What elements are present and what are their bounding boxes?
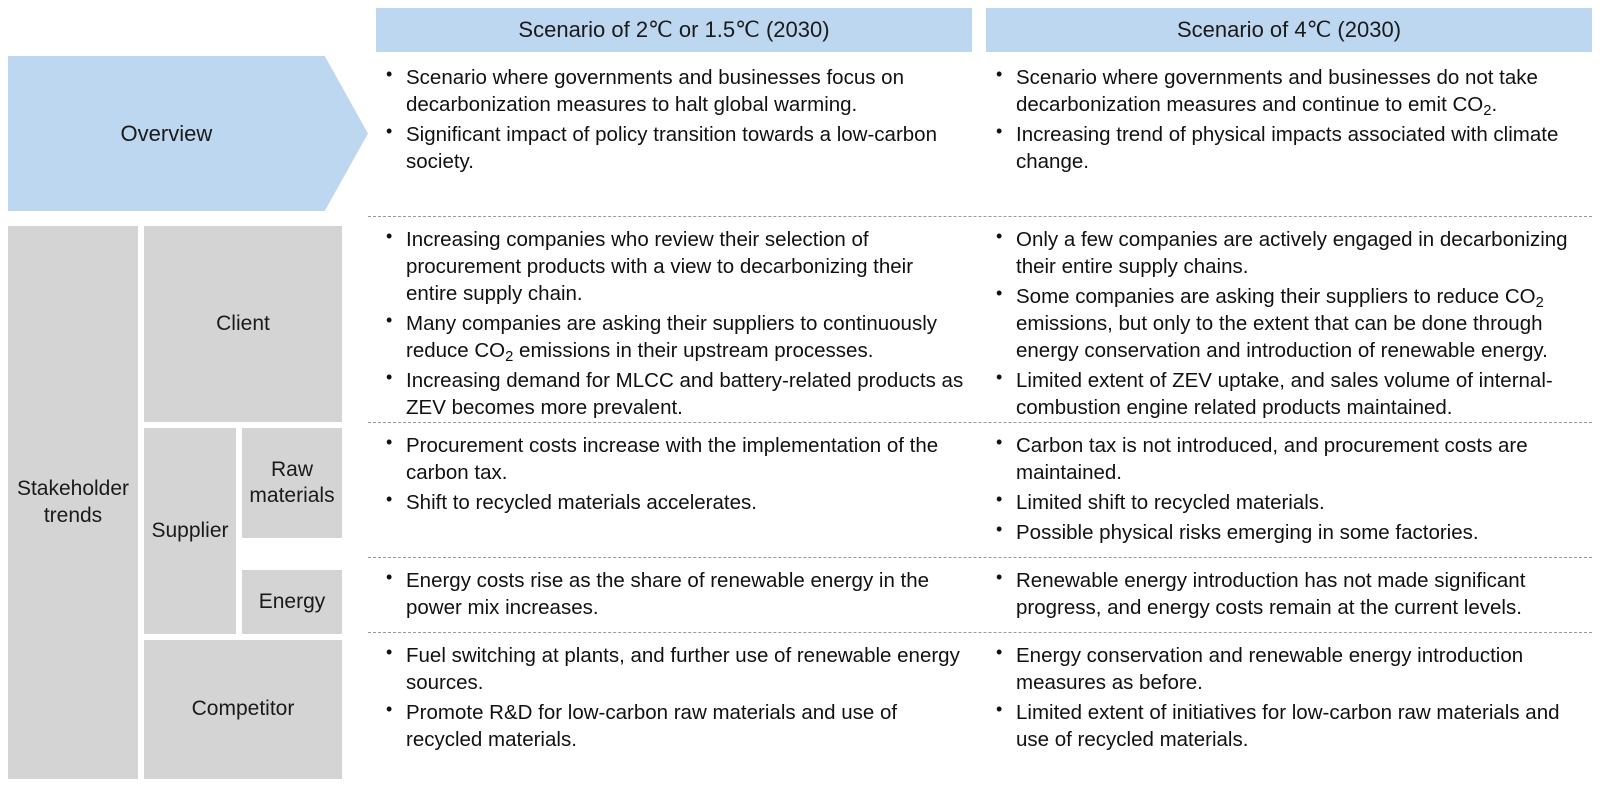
bullet-item: • Fuel switching at plants, and further use of renewable energy sources. — [382, 642, 964, 696]
stakeholder-energy-label: Energy — [242, 570, 342, 634]
bullet-item: • Promote R&D for low-carbon raw materials and use of recycled materials. — [382, 699, 964, 753]
overview-arrow-block — [8, 56, 368, 211]
row-separator — [368, 632, 1592, 633]
row-separator — [368, 557, 1592, 558]
bullet-list — [382, 432, 964, 516]
cell-competitor-4c — [978, 634, 1592, 779]
bullet-item: • Limited extent of initiatives for low-carbon raw materials and use of recycled materials. — [992, 699, 1578, 753]
stakeholder-client-label: Client — [144, 226, 342, 422]
bullet-item: • Renewable energy introduction has not made significant progress, and energy costs remain at the current levels. — [992, 567, 1578, 621]
bullet-item: • Energy costs rise as the share of renewable energy in the power mix increases. — [382, 567, 964, 621]
bullet-item: • Limited shift to recycled materials. — [992, 489, 1578, 516]
bullet-item: • Only a few companies are actively engaged in decarbonizing their entire supply chains. — [992, 226, 1578, 280]
column-header-scenario-2c: Scenario of 2℃ or 1.5℃ (2030) — [376, 8, 972, 52]
row-supplier-raw-materials — [368, 424, 1592, 559]
row-supplier-energy — [368, 559, 1592, 634]
bullet-item: • Shift to recycled materials accelerates. — [382, 489, 964, 516]
bullet-list — [992, 432, 1578, 546]
bullet-list — [382, 567, 964, 621]
bullet-list — [992, 567, 1578, 621]
stakeholder-raw-materials-label: Raw materials — [242, 428, 342, 538]
bullet-item: • Procurement costs increase with the implementation of the carbon tax. — [382, 432, 964, 486]
bullet-item: • Increasing companies who review their selection of procurement products with a view to decarbonizing their entire supply chain. — [382, 226, 964, 307]
bullet-list — [382, 642, 964, 753]
row-overview — [368, 56, 1592, 212]
cell-supplier-raw-4c — [978, 424, 1592, 559]
overview-label: Overview — [120, 120, 213, 146]
cell-supplier-energy-4c — [978, 559, 1592, 634]
cell-competitor-2c — [368, 634, 978, 779]
bullet-item: • Carbon tax is not introduced, and procurement costs are maintained. — [992, 432, 1578, 486]
stakeholder-supplier-label: Supplier — [144, 428, 236, 634]
row-separator — [368, 422, 1592, 423]
row-competitor — [368, 634, 1592, 779]
bullet-item: • Limited extent of ZEV uptake, and sales volume of internal-combustion engine related products maintained. — [992, 367, 1578, 421]
cell-supplier-raw-2c — [368, 424, 978, 559]
bullet-item: • Increasing demand for MLCC and battery-related products as ZEV becomes more prevalent. — [382, 367, 964, 421]
bullet-item: • Increasing trend of physical impacts associated with climate change. — [992, 121, 1578, 175]
bullet-list — [992, 642, 1578, 753]
cell-client-4c — [978, 218, 1592, 424]
bullet-item: • Scenario where governments and businesses focus on decarbonization measures to halt global warming. — [382, 64, 964, 118]
row-separator — [368, 216, 1592, 217]
stakeholder-trends-label: Stakeholder trends — [8, 226, 138, 779]
cell-client-2c — [368, 218, 978, 424]
bullet-item: • Many companies are asking their suppliers to continuously reduce $CO_2$ emissions in their upstream processes. — [382, 310, 964, 364]
bullet-list — [992, 226, 1578, 421]
cell-overview-4c — [978, 56, 1592, 212]
bullet-item: • Some companies are asking their suppliers to reduce $CO_2$ emissions, but only to the extent that can be done through energy conservation and introduction of renewable energy. — [992, 283, 1578, 364]
bullet-list — [382, 226, 964, 421]
bullet-item: • Significant impact of policy transition towards a low-carbon society. — [382, 121, 964, 175]
cell-supplier-energy-2c — [368, 559, 978, 634]
bullet-list — [992, 64, 1578, 175]
row-client — [368, 218, 1592, 424]
bullet-item: • Possible physical risks emerging in some factories. — [992, 519, 1578, 546]
column-header-scenario-4c: Scenario of 4℃ (2030) — [986, 8, 1592, 52]
stakeholder-competitor-label: Competitor — [144, 640, 342, 779]
bullet-list — [382, 64, 964, 175]
bullet-item: • Scenario where governments and businesses do not take decarbonization measures and continue to emit $CO_2$. — [992, 64, 1578, 118]
bullet-item: • Energy conservation and renewable energy introduction measures as before. — [992, 642, 1578, 696]
cell-overview-2c — [368, 56, 978, 212]
